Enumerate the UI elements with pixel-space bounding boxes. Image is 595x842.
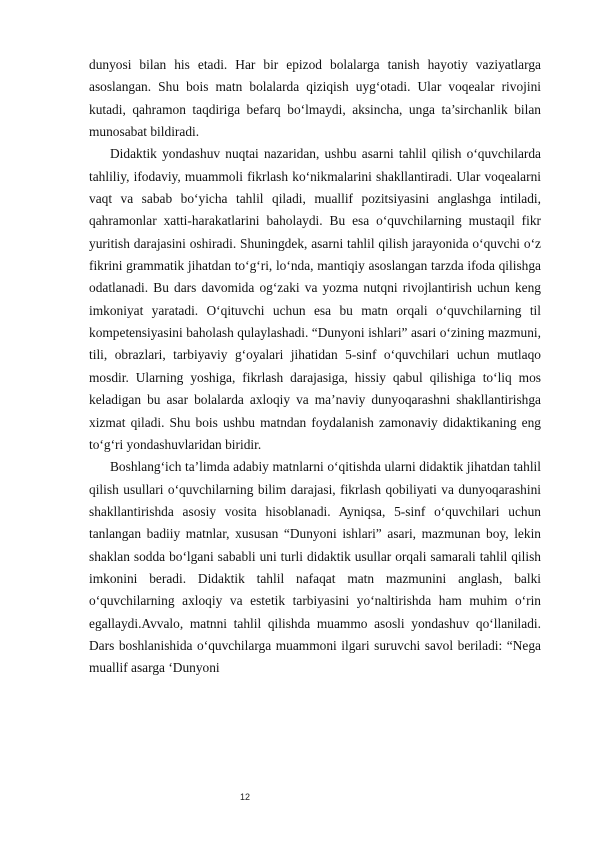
body-text bbox=[89, 54, 541, 680]
paragraph-primary-education: Boshlang‘ich ta’limda adabiy matnlarni o‘qitishda ularni didaktik jihatdan tahlil qilish usullari o‘quvchilarning bilim darajasi, fikrlash qobiliyati va dunyoqarashini shakllantirishda asosiy vosita hisoblanadi. Ayniqsa, 5-sinf o‘quvchilari uchun tanlangan badiiy matnlar, xususan “Dunyoni ishlari” asari, mazmunan boy, lekin shaklan sodda bo‘lgani sababli uni turli didaktik usullar orqali samarali tahlil qilish imkonini beradi. Didaktik tahlil nafaqat matn mazmunini anglash, balki o‘quvchilarning axloqiy va estetik tarbiyasini yo‘naltirishda ham muhim o‘rin egallaydi.Avvalo, matnni tahlil qilishda muammo asosli yondashuv qo‘llaniladi. Dars boshlanishida o‘quvchilarga muammoni ilgari suruvchi savol beriladi: “Nega muallif asarga ‘Dunyoni bbox=[89, 459, 541, 676]
paragraph-didactic-approach: Didaktik yondashuv nuqtai nazaridan, ushbu asarni tahlil qilish o‘quvchilarda tahliliy, ifodaviy, muammoli fikrlash ko‘nikmalarini shakllantiradi. Ular voqealarni vaqt va sabab bo‘yicha tahlil qiladi, muallif pozitsiyasini anglashga intiladi, qahramonlar xatti-harakatlarini baholaydi. Bu esa o‘quvchilarning mustaqil fikr yuritish darajasini oshiradi. Shuningdek, asarni tahlil qilish jarayonida o‘quvchi o‘z fikrini grammatik jihatdan to‘g‘ri, lo‘nda, mantiqiy asoslangan tarzda ifoda qilishga odatlanadi. Bu dars davomida og‘zaki va yozma nutqni rivojlantirish uchun keng imkoniyat yaratadi. O‘qituvchi uchun esa bu matn orqali o‘quvchilarning til kompetensiyasini baholash qulaylashadi. “Dunyoni ishlari” asari o‘zining mazmuni, tili, obrazlari, tarbiyaviy g‘oyalari jihatidan 5-sinf o‘quvchilari uchun mutlaqo mosdir. Ularning yoshiga, fikrlash darajasiga, hissiy qabul qilishiga to‘liq mos keladigan bu asar bolalarda axloqiy va ma’naviy dunyoqarashni shakllantirishga xizmat qiladi. Shu bois ushbu matndan foydalanish zamonaviy didaktikaning eng to‘g‘ri yondashuvlaridan biridir. bbox=[89, 146, 541, 452]
paragraph-continuation: dunyosi bilan his etadi. Har bir epizod bolalarga tanish hayotiy vaziyatlarga asoslangan. Shu bois matn bolalarda qiziqish uyg‘otadi. Ular voqealar rivojini kutadi, qahramon taqdiriga befarq bo‘lmaydi, aksincha, unga ta’sirchanlik bilan munosabat bildiradi. bbox=[89, 57, 541, 140]
page-number: 12 bbox=[239, 792, 250, 802]
